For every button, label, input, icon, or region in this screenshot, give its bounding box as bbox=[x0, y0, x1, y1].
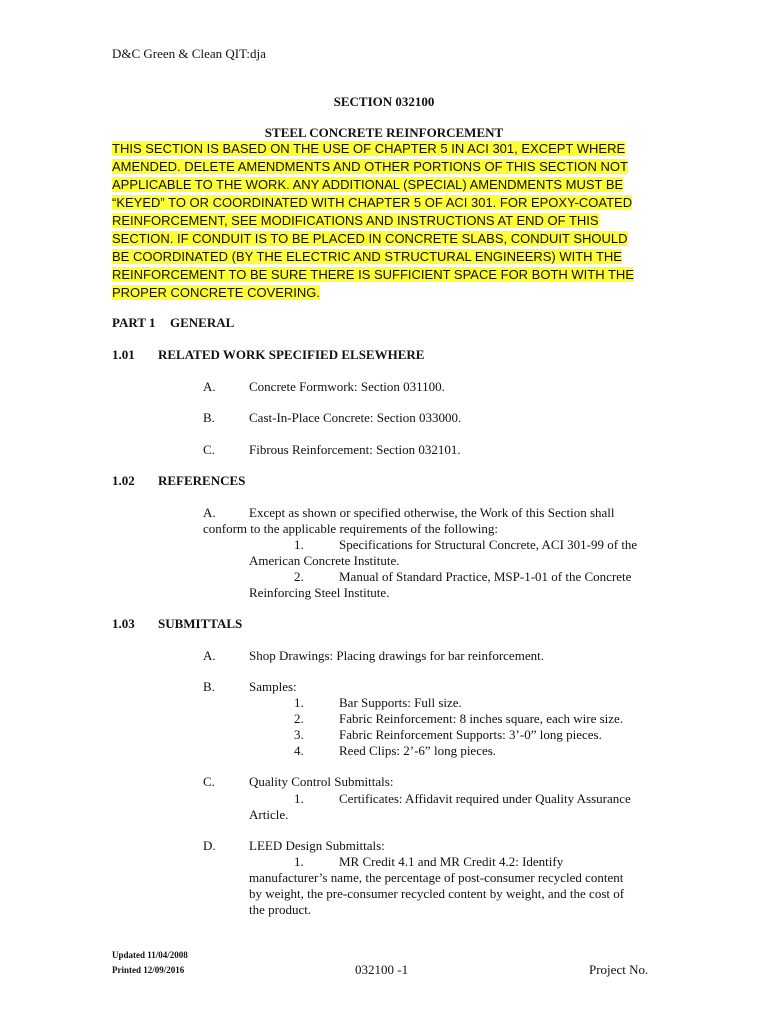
note-line: APPLICABLE TO THE WORK. ANY ADDITIONAL (SPECIAL) AMENDMENTS MUST BE bbox=[112, 177, 624, 192]
sub-item-number: 1. bbox=[294, 537, 304, 552]
item-letter: B. bbox=[203, 679, 215, 694]
item-text: Quality Control Submittals: bbox=[249, 774, 394, 789]
sub-item-number: 2. bbox=[294, 569, 304, 584]
article-title: REFERENCES bbox=[158, 473, 246, 488]
sub-item-number: 1. bbox=[294, 854, 304, 869]
article-number: 1.01 bbox=[112, 347, 135, 362]
item-text: Except as shown or specified otherwise, the Work of this Section shall bbox=[249, 505, 615, 520]
item-text: Samples: bbox=[249, 679, 297, 694]
note-line: THIS SECTION IS BASED ON THE USE OF CHAPTER 5 IN ACI 301, EXCEPT WHERE bbox=[112, 141, 626, 156]
item-letter: A. bbox=[203, 505, 216, 520]
sub-item-text: Article. bbox=[249, 807, 289, 822]
sub-item-text: manufacturer’s name, the percentage of post-consumer recycled content bbox=[249, 870, 624, 885]
footer-printed-date: Printed 12/09/2016 bbox=[112, 965, 185, 975]
note-line: REINFORCEMENT, SEE MODIFICATIONS AND INSTRUCTIONS AT END OF THIS bbox=[112, 213, 599, 228]
article-title: RELATED WORK SPECIFIED ELSEWHERE bbox=[158, 347, 425, 362]
article-number: 1.02 bbox=[112, 473, 135, 488]
note-line: BE COORDINATED (BY THE ELECTRIC AND STRUCTURAL ENGINEERS) WITH THE bbox=[112, 249, 622, 264]
item-letter: D. bbox=[203, 838, 216, 853]
sub-item-text: Certificates: Affidavit required under Quality Assurance bbox=[339, 791, 631, 806]
document-header: D&C Green & Clean QIT:dja bbox=[112, 46, 266, 61]
item-letter: C. bbox=[203, 442, 215, 457]
item-text: Shop Drawings: Placing drawings for bar reinforcement. bbox=[249, 648, 544, 663]
article-title: SUBMITTALS bbox=[158, 616, 243, 631]
note-line: “KEYED” TO OR COORDINATED WITH CHAPTER 5 OF ACI 301. FOR EPOXY-COATED bbox=[112, 195, 633, 210]
sub-item-number: 1. bbox=[294, 695, 304, 710]
footer-updated-date: Updated 11/04/2008 bbox=[112, 950, 188, 960]
item-letter: A. bbox=[203, 648, 216, 663]
item-text: LEED Design Submittals: bbox=[249, 838, 385, 853]
sub-item-text: by weight, the pre-consumer recycled content by weight, and the cost of bbox=[249, 886, 625, 901]
sub-item-number: 3. bbox=[294, 727, 304, 742]
sub-item-number: 2. bbox=[294, 711, 304, 726]
sub-item-text: American Concrete Institute. bbox=[249, 553, 400, 568]
article-number: 1.03 bbox=[112, 616, 135, 631]
sub-item-number: 1. bbox=[294, 791, 304, 806]
footer-project-number: Project No. bbox=[589, 962, 649, 977]
sub-item-text: Fabric Reinforcement: 8 inches square, each wire size. bbox=[339, 711, 624, 726]
sub-item-text: Reinforcing Steel Institute. bbox=[249, 585, 390, 600]
sub-item-text: Reed Clips: 2’-6” long pieces. bbox=[339, 743, 497, 758]
part-number: PART 1 bbox=[112, 315, 156, 330]
note-line: REINFORCEMENT TO BE SURE THERE IS SUFFICIENT SPACE FOR BOTH WITH THE bbox=[112, 267, 634, 282]
item-letter: C. bbox=[203, 774, 215, 789]
sub-item-text: the product. bbox=[249, 902, 312, 917]
sub-item-text: Bar Supports: Full size. bbox=[339, 695, 462, 710]
footer-page-number: 032100 -1 bbox=[355, 962, 409, 977]
part-title: GENERAL bbox=[170, 315, 235, 330]
sub-item-text: MR Credit 4.1 and MR Credit 4.2: Identify bbox=[339, 854, 564, 869]
item-letter: A. bbox=[203, 379, 216, 394]
section-number: SECTION 032100 bbox=[333, 94, 435, 109]
note-line: AMENDED. DELETE AMENDMENTS AND OTHER PORTIONS OF THIS SECTION NOT bbox=[112, 159, 628, 174]
sub-item-number: 4. bbox=[294, 743, 304, 758]
note-line: PROPER CONCRETE COVERING. bbox=[112, 285, 321, 300]
item-letter: B. bbox=[203, 410, 215, 425]
item-text: Fibrous Reinforcement: Section 032101. bbox=[249, 442, 461, 457]
note-line: SECTION. IF CONDUIT IS TO BE PLACED IN CONCRETE SLABS, CONDUIT SHOULD bbox=[112, 231, 628, 246]
editor-note bbox=[112, 140, 634, 302]
item-text: Cast-In-Place Concrete: Section 033000. bbox=[249, 410, 462, 425]
sub-item-text: Manual of Standard Practice, MSP-1-01 of the Concrete bbox=[339, 569, 632, 584]
item-text: Concrete Formwork: Section 031100. bbox=[249, 379, 445, 394]
sub-item-text: Fabric Reinforcement Supports: 3’-0” long pieces. bbox=[339, 727, 602, 742]
item-text: conform to the applicable requirements of the following: bbox=[203, 521, 498, 536]
document-title: STEEL CONCRETE REINFORCEMENT bbox=[264, 125, 504, 140]
sub-item-text: Specifications for Structural Concrete, ACI 301-99 of the bbox=[339, 537, 638, 552]
